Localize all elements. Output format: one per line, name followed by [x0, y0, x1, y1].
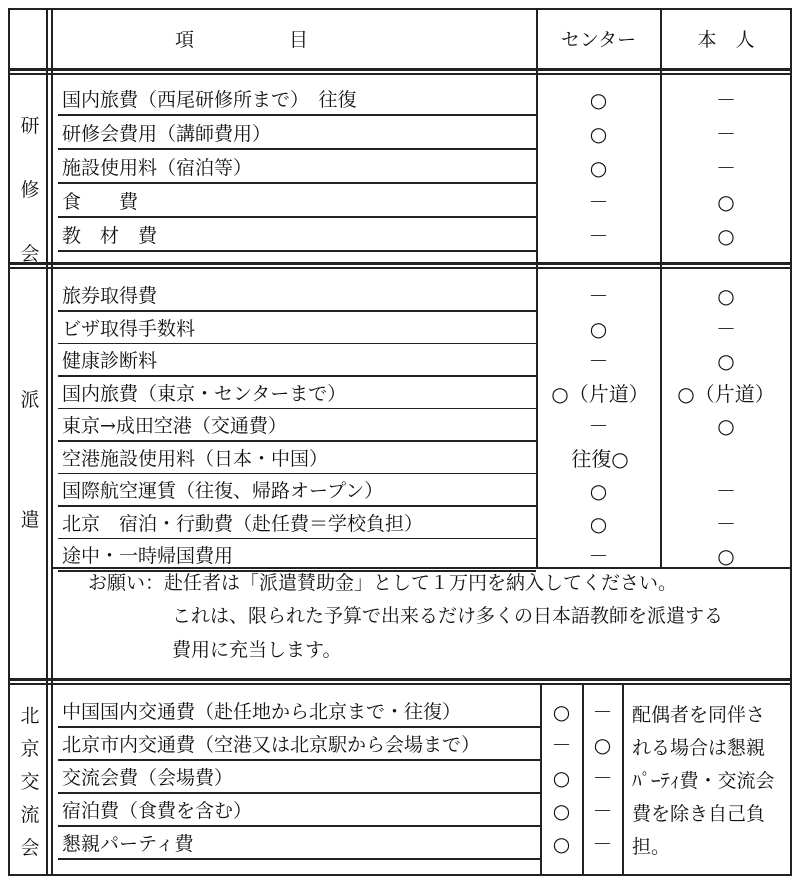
- row-center-mark: ○: [552, 832, 571, 856]
- row-item: 東京→成田空港（交通費）: [62, 415, 287, 437]
- section-label-exchange: 北 京 交 流 会: [20, 705, 40, 859]
- row-self-mark: －: [716, 316, 736, 341]
- row-underline: [58, 505, 536, 507]
- row-center-mark: －: [551, 733, 572, 757]
- row-underline: [58, 538, 536, 540]
- row-underline: [58, 182, 536, 184]
- row-self-mark: ○: [717, 190, 735, 214]
- row-item: 食 費: [62, 191, 139, 213]
- row-self-mark: －: [592, 832, 613, 856]
- row-self-mark: －: [716, 156, 736, 180]
- section-divider: [46, 8, 48, 876]
- section-rule-1b: [8, 267, 792, 269]
- row-self-mark: ○: [717, 414, 735, 438]
- row-self-mark: －: [592, 700, 613, 724]
- row-center-mark: －: [588, 414, 609, 438]
- header-rule: [8, 68, 792, 71]
- row-center-mark: ○: [589, 479, 608, 503]
- row-underline: [58, 310, 536, 312]
- row-item: 途中・一時帰国費用: [62, 545, 234, 567]
- row-self-mark: －: [716, 479, 736, 503]
- row-center-mark: ○（片道）: [551, 381, 649, 406]
- exchange-note-divider: [622, 683, 624, 876]
- row-center-mark: ○: [589, 511, 608, 536]
- row-underline: [58, 114, 536, 116]
- request-line-3: 費用に充当します。: [172, 639, 342, 661]
- row-self-mark: ○: [593, 733, 612, 757]
- row-center-mark: ○: [552, 799, 571, 823]
- request-line-1: お願い：赴任者は「派遣賛助金」として１万円を納入してください。: [88, 572, 678, 594]
- section-rule-1: [8, 262, 792, 265]
- row-underline: [58, 440, 536, 442]
- row-item: 健康診断料: [62, 350, 158, 372]
- row-item: 交流会費（会場費）: [62, 767, 234, 789]
- row-center-mark: －: [588, 190, 609, 214]
- row-underline: [58, 726, 540, 728]
- section-rule-2: [8, 678, 792, 681]
- row-underline: [58, 759, 540, 761]
- section-label-training: 研 修 会: [20, 115, 40, 265]
- row-self-mark: ○: [717, 544, 735, 568]
- header-rule-double: [8, 73, 792, 75]
- row-self-mark: ○: [717, 284, 735, 308]
- row-item: 空港施設使用料（日本・中国）: [62, 447, 329, 470]
- row-item: 研修会費用（講師費用）: [62, 123, 272, 145]
- row-center-mark: －: [588, 284, 609, 308]
- row-item: 国際航空運賃（往復、帰路オープン）: [62, 480, 384, 502]
- section-divider-double: [51, 8, 53, 876]
- row-center-mark: ○: [589, 122, 608, 146]
- row-underline: [58, 343, 536, 345]
- row-center-mark: 往復○: [571, 446, 629, 471]
- row-underline: [58, 792, 540, 794]
- row-item: 教 材 費: [62, 225, 158, 247]
- row-underline: [58, 216, 536, 218]
- row-item: 国内旅費（東京・センターまで）: [62, 382, 347, 405]
- row-item: ビザ取得手数料: [62, 317, 196, 340]
- row-center-mark: ○: [589, 156, 608, 180]
- exchange-note: 配偶者を同伴さ れる場合は懇親 ﾊﾟｰﾃｨ費・交流会 費を除き自己負 担。: [632, 704, 775, 858]
- row-underline: [58, 858, 540, 860]
- row-underline: [58, 148, 536, 150]
- row-center-mark: ○: [589, 88, 608, 112]
- row-underline: [58, 250, 536, 252]
- row-self-mark: －: [592, 799, 613, 823]
- row-center-mark: ○: [589, 316, 608, 341]
- row-center-mark: －: [588, 224, 609, 248]
- section-label-dispatch: 派 遣: [20, 389, 40, 531]
- row-center-mark: ○: [552, 766, 571, 790]
- row-item: 国内旅費（西尾研修所まで） 往復: [62, 89, 357, 111]
- section-rule-2b: [8, 683, 792, 685]
- header-self: 本 人: [697, 29, 755, 51]
- row-underline: [58, 473, 536, 475]
- row-item: 北京市内交通費（空港又は北京駅から会場まで）: [62, 734, 481, 756]
- row-underline: [58, 375, 536, 377]
- row-center-mark: －: [588, 544, 609, 568]
- row-item: 施設使用料（宿泊等）: [62, 157, 253, 179]
- row-self-mark: ○（片道）: [677, 381, 775, 406]
- row-self-mark: ○: [717, 349, 735, 373]
- row-underline: [58, 408, 536, 410]
- row-self-mark: －: [592, 766, 613, 790]
- row-item: 旅券取得費: [62, 285, 158, 307]
- row-item: 中国国内交通費（赴任地から北京まで・往復）: [62, 701, 462, 723]
- row-center-mark: －: [588, 349, 609, 373]
- row-self-mark: －: [716, 511, 736, 536]
- row-item: 宿泊費（食費を含む）: [62, 800, 253, 822]
- row-self-mark: －: [716, 122, 736, 146]
- row-underline: [58, 825, 540, 827]
- header-item: 項 目: [175, 29, 309, 51]
- row-item: 北京 宿泊・行動費（赴任費＝学校負担）: [62, 512, 424, 535]
- row-self-mark: －: [716, 88, 736, 112]
- row-self-mark: ○: [717, 224, 735, 248]
- request-line-2: これは、限られた予算で出来るだけ多くの日本語教師を派遣する: [172, 605, 724, 627]
- row-item: 懇親パーティ費: [62, 833, 194, 855]
- header-center: センター: [560, 29, 637, 51]
- row-center-mark: ○: [552, 700, 571, 724]
